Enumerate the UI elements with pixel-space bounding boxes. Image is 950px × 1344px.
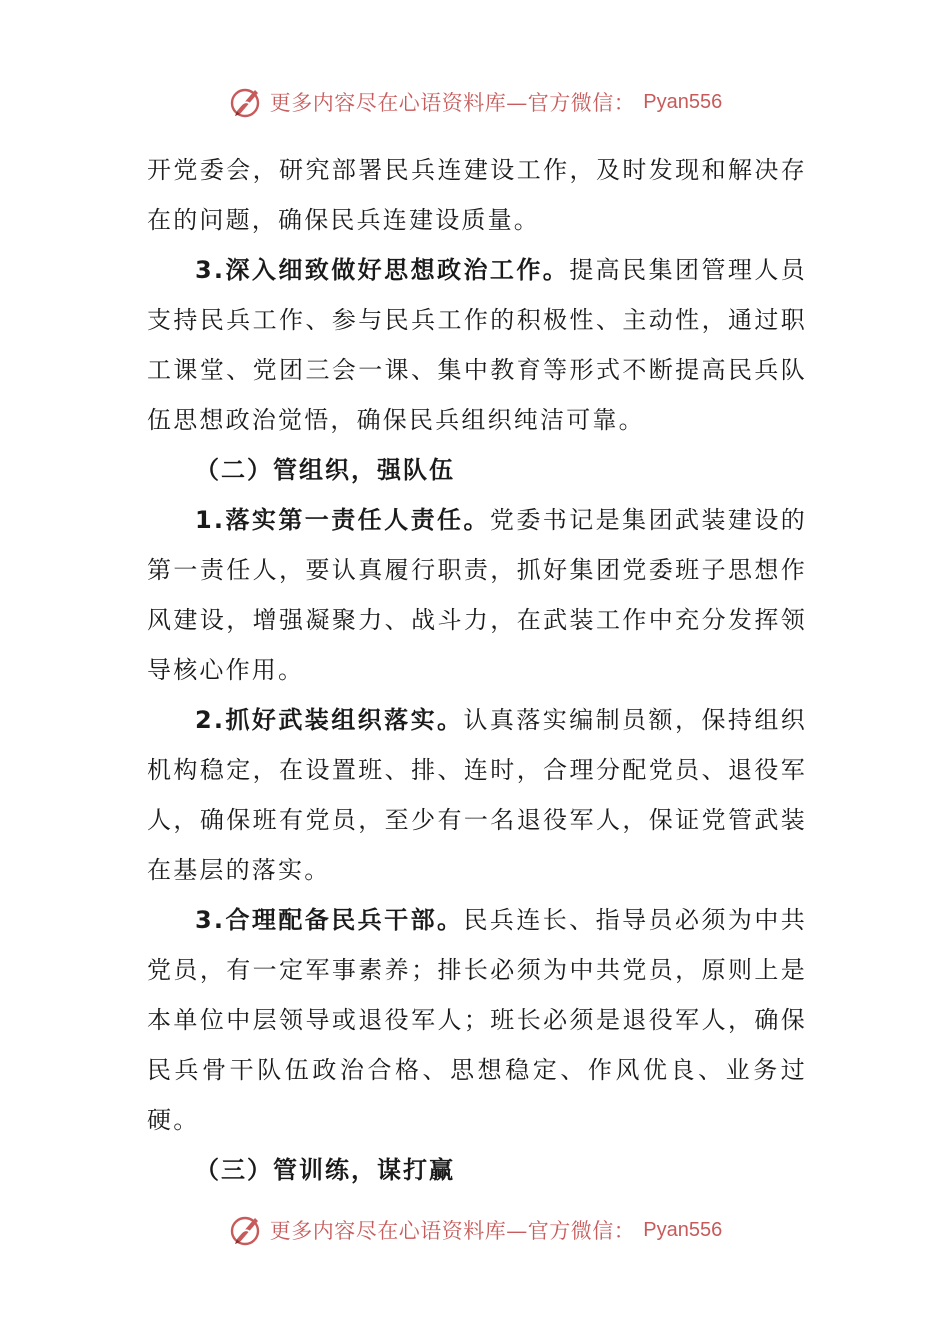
watermark-text: 更多内容尽在心语资料库—官方微信： — [269, 91, 636, 115]
section-heading-organization: （二）管组织，强队伍 — [195, 456, 455, 484]
watermark-footer — [0, 1210, 950, 1250]
paragraph-lead: 2.抓好武装组织落实。 — [195, 706, 464, 734]
watermark-wechat-id: Pyan556 — [643, 90, 723, 113]
pen-logo-icon — [228, 84, 264, 120]
paragraph-political-work — [147, 245, 807, 445]
watermark-header — [0, 82, 950, 122]
paragraph-lead: 3.合理配备民兵干部。 — [195, 906, 464, 934]
document-body — [147, 145, 807, 1195]
paragraph-militia-cadres — [147, 895, 807, 1145]
pen-logo-icon — [228, 1212, 264, 1248]
paragraph-text: 认真落实编制员额，保持组织机构稳定，在设置班、排、连时，合理分配党员、退役军人，确保班有党员，至少有一名退役军人，保证党管武装在基层的落实。 — [147, 706, 807, 884]
watermark-text: 更多内容尽在心语资料库—官方微信： — [269, 1219, 636, 1243]
paragraph-armed-organization — [147, 695, 807, 895]
paragraph-text: 开党委会，研究部署民兵连建设工作，及时发现和解决存在的问题，确保民兵连建设质量。 — [147, 156, 807, 234]
paragraph-first-responsible — [147, 495, 807, 695]
watermark-wechat-id: Pyan556 — [643, 1218, 723, 1241]
section-heading-training: （三）管训练，谋打赢 — [195, 1156, 455, 1184]
paragraph-text: 提高民集团管理人员支持民兵工作、参与民兵工作的积极性、主动性，通过职工课堂、党团三会一课、集中教育等形式不断提高民兵队伍思想政治觉悟，确保民兵组织纯洁可靠。 — [147, 256, 807, 434]
paragraph-continued — [147, 145, 807, 245]
paragraph-text: 民兵连长、指导员必须为中共党员，有一定军事素养；排长必须为中共党员，原则上是本单位中层领导或退役军人；班长必须是退役军人，确保民兵骨干队伍政治合格、思想稳定、作风优良、业务过硬。 — [147, 906, 807, 1134]
paragraph-lead: 3.深入细致做好思想政治工作。 — [195, 256, 570, 284]
paragraph-lead: 1.落实第一责任人责任。 — [195, 506, 490, 534]
paragraph-text: 党委书记是集团武装建设的第一责任人，要认真履行职责，抓好集团党委班子思想作风建设，增强凝聚力、战斗力，在武装工作中充分发挥领导核心作用。 — [147, 506, 807, 684]
